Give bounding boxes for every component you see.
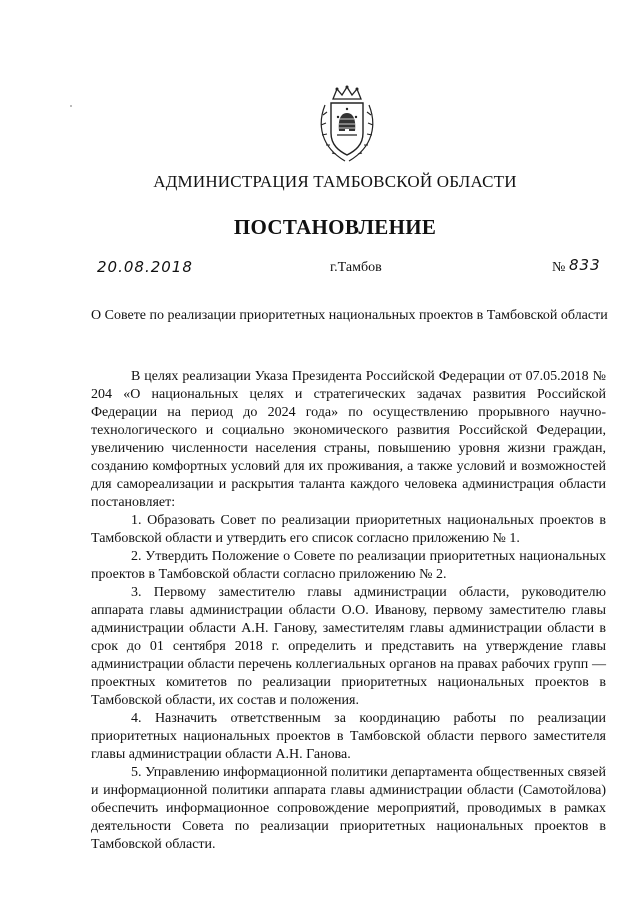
document-subject: О Совете по реализации приоритетных национальных проектов в Тамбовской области xyxy=(91,308,608,323)
clause-2: 2. Утвердить Положение о Совете по реализации приоритетных национальных проектов в Тамбовской области согласно приложению № 2. xyxy=(91,549,606,582)
preamble-paragraph: В целях реализации Указа Президента Российской Федерации от 07.05.2018 № 204 «О национальных целях и стратегических задачах развития Российской Федерации на период до 2024 года» по осуществлению прорывного научно-технологического и социально экономического развития Российской Федерации, увеличению численности населения страны, повышению уровня жизни граждан, созданию комфортных условий для их проживания, а также условий и возможностей для самореализации и раскрытия таланта каждого человека администрация области постановляет: xyxy=(91,369,606,510)
scan-speck xyxy=(70,105,72,107)
organization-name: АДМИНИСТРАЦИЯ ТАМБОВСКОЙ ОБЛАСТИ xyxy=(153,172,517,191)
clause-4: 4. Назначить ответственным за координацию работы по реализации приоритетных национальных проектов в Тамбовской области первого заместителя главы администрации области А.Н. Ганова. xyxy=(91,711,606,762)
clause-1: 1. Образовать Совет по реализации приоритетных национальных проектов в Тамбовской области и утвердить его список согласно приложению № 1. xyxy=(91,513,606,546)
city-label: г.Тамбов xyxy=(330,260,382,275)
number-sign: № xyxy=(552,260,566,275)
document-body xyxy=(91,368,606,854)
handwritten-number: 833 xyxy=(569,256,601,274)
handwritten-date: 20.08.2018 xyxy=(97,258,193,276)
clause-3: 3. Первому заместителю главы администрации области, руководителю аппарата главы администрации области О.О. Иванову, первому заместителю главы администрации области А.Н. Ганову, заместителям главы администрации области в срок до 01 сентября 2018 г. определить и представить на утверждение главы администрации области перечень коллегиальных органов на правах рабочих групп — проектных комитетов по реализации приоритетных национальных проектов в Тамбовской области, их состав и положения. xyxy=(91,585,606,708)
clause-5: 5. Управлению информационной политики департамента общественных связей и информационной политики аппарата главы администрации области (Самотойлова) обеспечить информационное сопровождение мероприятий, проводимых в рамках деятельности Совета по реализации приоритетных национальных проектов в Тамбовской области. xyxy=(91,765,606,852)
document-type-title: ПОСТАНОВЛЕНИЕ xyxy=(233,215,437,239)
coat-of-arms-icon xyxy=(315,85,379,165)
